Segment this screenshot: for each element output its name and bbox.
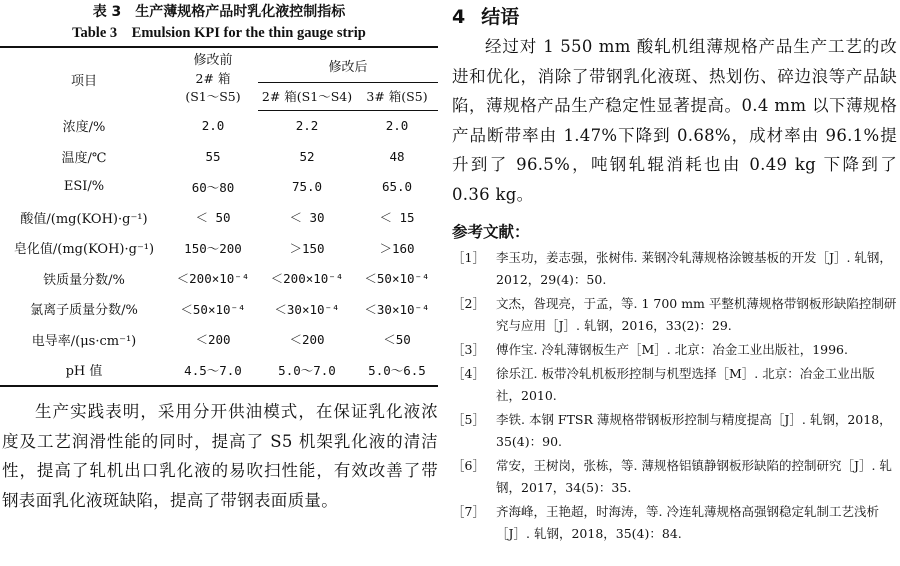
table-row [0, 110, 438, 141]
table-caption-en: Table 3 Emulsion KPI for the thin gauge strip [72, 25, 366, 41]
row-item: pH 值 [0, 355, 168, 387]
reference-item [452, 501, 897, 545]
row-after2: 52 [299, 148, 315, 164]
row-before: ＜50×10⁻⁴ [180, 301, 246, 317]
row-item: 温度/℃ [61, 150, 107, 166]
reference-number: ［5］ [452, 412, 485, 427]
row-before: ＜200×10⁻⁴ [176, 271, 250, 287]
row-item: 氯离子质量分数/% [30, 303, 138, 319]
row-after2: ＜30×10⁻⁴ [274, 301, 340, 317]
row-before: ＜200 [195, 332, 231, 348]
header-before-label: 修改前 [193, 53, 233, 68]
section-number: 4 [452, 6, 466, 28]
row-after2: 5.0～7.0 [258, 355, 356, 387]
reference-text: 文杰，昝现亮，于孟，等. 1 700 mm 平整机薄规格带钢板形缺陷控制研究与应用［J］. 轧钢，2016，33(2)：29. [496, 296, 897, 333]
header-after-box3: 3# 箱(S5) [356, 83, 438, 110]
row-before: 4.5～7.0 [168, 355, 258, 387]
header-before [168, 47, 258, 110]
row-after2: ＜200 [289, 332, 325, 348]
reference-item [452, 293, 897, 337]
reference-text: 李铁. 本钢 FTSR 薄规格带钢板形控制与精度提高［J］. 轧钢，2018，35(4)：90. [496, 412, 892, 449]
table-row [0, 263, 438, 294]
row-after2: ＜ 30 [289, 210, 325, 226]
reference-item [452, 247, 897, 291]
row-after2: 2.2 [295, 118, 319, 134]
table-row [0, 324, 438, 355]
row-item: 电导率/(μs·cm⁻¹) [31, 333, 137, 349]
reference-text: 李玉功，姜志强，张树伟. 莱钢冷轧薄规格涂镀基板的开发［J］. 轧钢，2012，29(4)：50. [496, 250, 892, 287]
row-item: 浓度/% [62, 120, 106, 135]
reference-item [452, 363, 897, 407]
reference-text: 徐乐江. 板带冷轧机板形控制与机型选择［M］. 北京：冶金工业出版社，2010. [496, 366, 875, 403]
row-after2: ＜200×10⁻⁴ [270, 271, 344, 287]
row-after3: 48 [389, 148, 405, 164]
row-before: 150～200 [184, 240, 242, 256]
reference-number: ［1］ [452, 250, 485, 265]
left-column [0, 0, 438, 515]
row-after3: 5.0～6.5 [356, 355, 438, 387]
references-list [452, 247, 897, 545]
reference-number: ［2］ [452, 296, 485, 311]
header-before-range: (S1～S5) [185, 89, 241, 104]
table-row [0, 355, 438, 387]
row-before: ＜ 50 [195, 210, 231, 226]
emulsion-kpi-table [0, 46, 438, 387]
row-after2: 75.0 [291, 179, 323, 195]
references-title: 参考文献： [452, 223, 530, 241]
row-after3: 2.0 [385, 118, 409, 134]
row-after3: ＜50 [383, 332, 411, 348]
header-after-box2: 2# 箱(S1～S4) [258, 83, 356, 110]
header-before-box: 2# 箱 [195, 71, 231, 86]
reference-text: 傅作宝. 冷轧薄钢板生产［M］. 北京：冶金工业出版社，1996. [496, 342, 848, 357]
row-after3: 65.0 [381, 179, 413, 195]
conclusion-paragraph: 经过对 1 550 mm 酸轧机组薄规格产品生产工艺的改进和优化，消除了带钢乳化液斑、热划伤、碎边浪等产品缺陷，薄规格产品生产稳定性显著提高。0.4 mm 以下薄规格产品断带率由 1.47%下降到 0.68%，成材率由 96.1%提升到了 96.5%，吨钢轧辊消耗也由 0.49 kg 下降到了 0.36 kg。 [452, 37, 897, 204]
row-item: 铁质量分数/% [43, 272, 125, 288]
conclusion-heading [452, 2, 897, 32]
reference-item [452, 409, 897, 453]
row-after3: ＜50×10⁻⁴ [364, 271, 430, 287]
reference-item [452, 339, 897, 361]
reference-item [452, 455, 897, 499]
reference-number: ［7］ [452, 504, 485, 519]
row-item: ESI/% [63, 179, 105, 195]
row-after2: ＞150 [289, 240, 325, 256]
reference-text: 齐海峰，王艳超，时海涛，等. 冷连轧薄规格高强钢稳定轧制工艺浅析［J］. 轧钢，2018，35(4)：84. [496, 504, 879, 541]
table-row [0, 233, 438, 264]
row-item: 皂化值/(mg(KOH)·g⁻¹) [13, 242, 155, 258]
table-row [0, 141, 438, 172]
reference-number: ［4］ [452, 366, 485, 381]
right-column [452, 0, 897, 545]
section-title: 结语 [481, 6, 520, 28]
table-row [0, 172, 438, 203]
row-after3: ＜ 15 [379, 210, 415, 226]
row-before: 60～80 [191, 179, 235, 195]
header-item: 项目 [0, 47, 168, 110]
left-body-paragraph: 生产实践表明，采用分开供油模式，在保证乳化液浓度及工艺润滑性能的同时，提高了 S5 机架乳化液的清洁性，提高了轧机出口乳化液的易吹扫性能，有效改善了带钢表面乳化液斑缺陷，提高了带钢表面质量。 [2, 402, 438, 510]
table-row [0, 202, 438, 233]
row-after3: ＞160 [379, 240, 415, 256]
row-before: 2.0 [201, 118, 225, 133]
reference-number: ［3］ [452, 342, 485, 357]
row-before: 55 [205, 148, 221, 164]
row-after3: ＜30×10⁻⁴ [364, 301, 430, 317]
reference-number: ［6］ [452, 458, 485, 473]
reference-text: 常安，王树岗，张栋，等. 薄规格铝镇静钢板形缺陷的控制研究［J］. 轧钢，2017，34(5)：35. [496, 458, 892, 495]
header-after: 修改后 [258, 47, 438, 83]
table-caption-cn: 表 3 生产薄规格产品时乳化液控制指标 [92, 4, 346, 20]
table-row [0, 294, 438, 325]
row-item: 酸值/(mg(KOH)·g⁻¹) [20, 211, 148, 227]
